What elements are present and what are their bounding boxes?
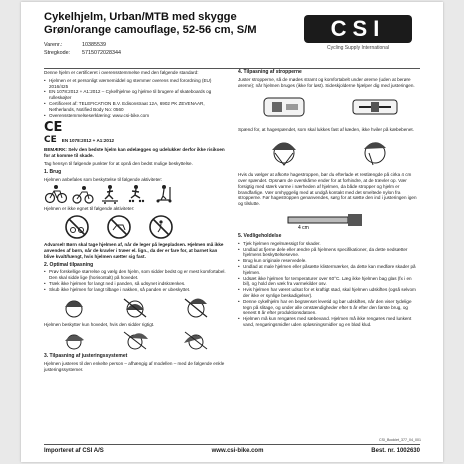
ce-mark-small: CE (44, 135, 57, 146)
maintenance-item: • Brug kun originale reservedele. (238, 258, 420, 264)
footer-divider (44, 444, 420, 445)
helmet-tilted-back-icon (118, 329, 152, 351)
csi-logo-mark: CSI (304, 15, 412, 43)
section-4-text-2: Spænd for, at hagespændet, som skal lukkes fast af kæden, ikke hviler på kæbebenet. (238, 127, 414, 133)
stregkode-label: Stregkode: (44, 50, 71, 56)
bemaerk-text-2: Tag hensyn til følgende punkter for at opnå den bedst mulige beskyttelse. (44, 160, 193, 166)
bemaerk-text: BEMÆRK: Selv den bedste hjelm kan ødelægges og udelukker derfor ikke risikoen for at komme til skade. (44, 147, 225, 159)
warning-text: Advarsel! Børn skal tage hjelmen af, når de leger på legepladsen. Hjelmen må ikke anvendes af børn, når de kravler i træer el. lign., da der er fare for, at barnet kan blive kvalt/hængt, hvis hjelmen sætter sig fast. (44, 242, 224, 259)
ce-standard-line (44, 136, 226, 145)
ce-standard: EN 1078:2012 + A1:2012 (61, 137, 115, 143)
not-suitable-icons (44, 214, 226, 240)
helmet-fit-figures (44, 295, 226, 319)
maintenance-item: • Hjelmen må kun rengøres med sæbevand. Hjelmen må ikke rengøres med lunkent vand, rengøringsmidler uden opløsningsmidler og en blød klud. (238, 316, 420, 328)
fit-note: Hjelmen beskytter kun hovedet, hvis den sidder rigtigt. (44, 321, 155, 327)
helmet-tilted-forward-icon (179, 329, 213, 351)
skateboard-icon (98, 184, 122, 204)
strap-cut-figure (238, 209, 420, 231)
helmet-side-figures (44, 329, 226, 351)
fit-item: • Skub ikke hjelmen for langt tilbage i nakken, så panden er ubeskyttet. (44, 287, 226, 293)
section-5-title: 5. Vedligeholdelse (238, 232, 282, 239)
recommended-activities-icons (44, 184, 226, 204)
order-number: Best. nr. 1002630 (371, 448, 420, 454)
helmet-correct-fit-icon (59, 295, 89, 319)
certification-item: • Hjelmen er et personligt værnemiddel og stemmer overens med forordning (EU) 2016/425 (44, 78, 226, 90)
helmet-side-view-icon (57, 329, 91, 351)
section-3-text: Hjelmen justeres til den enkelte person – afhængig af modellen – med de følgende enkle justeringssystemer. (44, 361, 225, 372)
document-header (44, 11, 424, 69)
certification-list (44, 78, 226, 119)
helmet-too-high-icon (181, 295, 211, 319)
maintenance-item: • Hvis hjelmen har været udsat for et kraftigt stød, skal hjelmen udskiftes (også selvom der ikke er synlige beskadigelser). (238, 287, 420, 299)
mountain-bike-icon (71, 184, 95, 204)
svg-text:4 cm: 4 cm (298, 224, 309, 231)
chin-strap-figures (238, 135, 420, 169)
no-horse-riding-icon (106, 214, 132, 240)
maintenance-item: • Denne cykelhjelm har en begrænset levetid og bør udskiftes, når den viser tydelige tegn på slitage, og under alle omstændigheder efter 5 år efter den første brug, og senest 8 år efter produktionsdatoen. (238, 299, 420, 316)
strap-buckle-illustration (258, 90, 310, 124)
product-title-line-1: Cykelhjelm, Urban/MTB med skygge (44, 11, 237, 23)
certification-item: • EN 1078:2012 + A1:2012 – Cykelhjelme og hjelme til brugere af skateboards og rulleskøjter (44, 89, 226, 101)
no-motorcycle-icon (64, 214, 90, 240)
website-link[interactable]: www.csi-bike.com (211, 448, 264, 454)
strap-cut-illustration (284, 209, 374, 231)
maintenance-item: • Udsæt ikke hjelmen for temperaturer over 60°C. Læg ikke hjelmen bag glas (fx i en bil), og hold den væk fra varmekilder osv. (238, 276, 420, 288)
section-4-text-3: Hvis du vælger at afkorte hagestroppen, bør du efterlade et restlængde på cirka 4 cm over spændet. Opsnøm de overskårne ender for at forhindre, at de trævler op. Vær forsigtig med stærk varme i nærheden af hjelmen, da både stropper og hjelm er brandfarlige. Vær omhyggelig med at undgå kontakt med det smeltede nylon fra stropperne. Før hagestroppen genanvendes, sørg for at sætte den ind i justeringen igen og tilslutte. (238, 172, 417, 207)
ce-mark: CE (44, 120, 63, 136)
section-2-title: 2. Optimal tilpasning (44, 261, 94, 268)
bicycle-icon (44, 184, 68, 204)
strap-figures (238, 90, 420, 124)
fit-list (44, 269, 226, 292)
csi-logo (304, 15, 412, 51)
maintenance-item: • Undlad at male hjelmen eller påsætte klistermærker, da dette kan medføre skader på hjelmen. (238, 264, 420, 276)
varenr-label: Varenr.: (44, 42, 63, 48)
section-4-title: 4. Tilpasning af stropperne (238, 69, 302, 75)
booklet-code: CSI_Booklet_377_04_001 (379, 438, 421, 442)
maintenance-list (238, 241, 420, 328)
right-column (238, 70, 420, 328)
left-column (44, 70, 226, 375)
product-meta (44, 41, 121, 57)
certification-item: • Overensstemmelseserklæring: www.csi-bike.com (44, 113, 226, 119)
strap-adjustment-illustration (349, 90, 401, 124)
fit-item: • Prøv forskellige størrelse og vælg den hjelm, som sidder bedst og er mest komfortabel. Den skal sidde lige (horisontalt) på hovedet. (44, 269, 226, 281)
varenr-value: 10385539 (82, 42, 106, 48)
fit-item: • Træk ikke hjelmen for langt ned i panden, så udsynet indskrænkes. (44, 281, 226, 287)
chin-strap-side-icon (355, 135, 395, 169)
instruction-sheet (21, 2, 443, 462)
section-3-title: 3. Tilpasning af justeringssystemet (44, 353, 128, 360)
helmet-too-low-icon (120, 295, 150, 319)
maintenance-item: • Tjek hjelmen regelmæssigt for skader. (238, 241, 420, 247)
certification-item: • Certificeret af: TELEFICATION B.V. Edisonstraat 12A, 6902 PK ZEVENAAR, Netherlands, Notified Body No: 0560 (44, 101, 226, 113)
document-footer (44, 448, 420, 454)
section-1-title: 1. Brug (44, 168, 62, 175)
section-4-text: Juster stropperne, så de mødes stramt og komfortabelt under ørerne (uden at berøre ørerne); når hjelmen bruges (ikke for løst). Sideskjolderne hjælper dig med justeringen. (238, 76, 415, 88)
not-suitable-text: Hjelmen er ikke egnet til følgende aktiviteter: (44, 206, 135, 212)
scooter-icon (152, 184, 176, 204)
no-climbing-icon (148, 214, 174, 240)
stregkode-value: 5715072028344 (82, 50, 121, 56)
header-divider (44, 68, 420, 69)
maintenance-item: • Undlad at fjerne dele eller ændre på hjelmens specifikationer, da dette nedsætter hjelmens beskyttelsesevne. (238, 247, 420, 259)
section-1-text: Hjelmen anbefales som beskyttelse til følgende aktiviteter: (44, 176, 163, 182)
importer-text: Importeret af CSI A/S (44, 448, 104, 454)
csi-logo-subtitle: Cycling Supply International (327, 45, 389, 51)
product-title-line-2: Grøn/orange camouflage, 52-56 cm, S/M (44, 23, 257, 36)
intro-text: Denne hjelm er certificeret i overensstemmelse med den følgende standard: (44, 70, 199, 75)
inline-skate-icon (125, 184, 149, 204)
chin-strap-front-icon (264, 135, 304, 169)
